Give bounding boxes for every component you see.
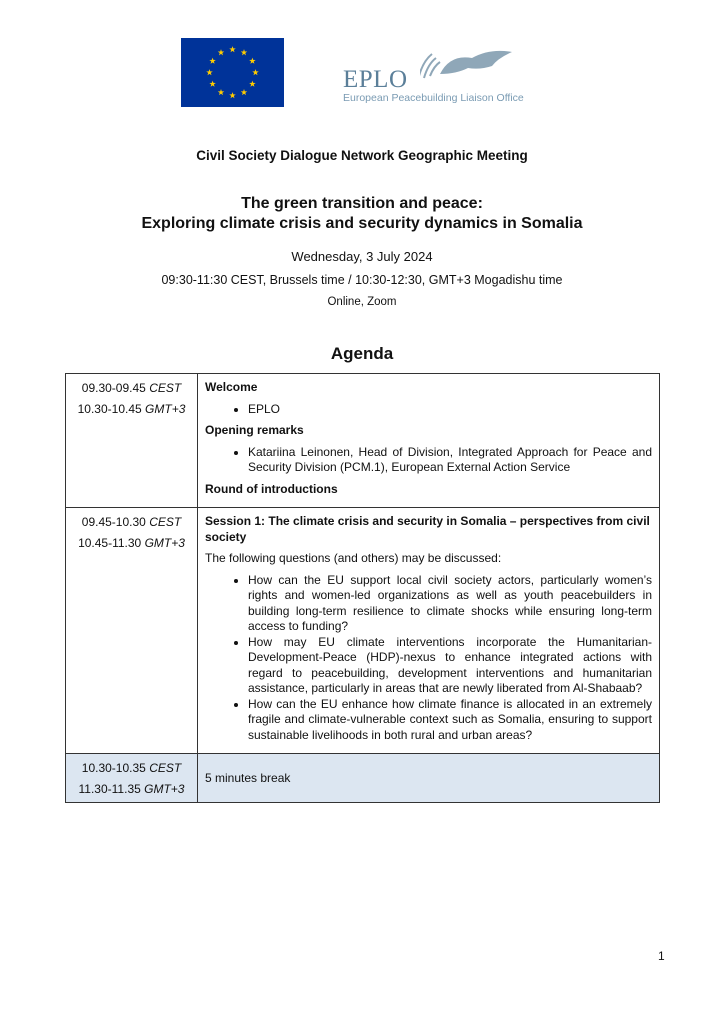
time-cell [66, 374, 198, 508]
list-item: • How can the EU enhance how climate finance is allocated in an extremely fragile and climate-vulnerable context such as Somalia, ensuring to support sustainable livelihoods in both rural and urban areas? [248, 697, 652, 744]
introductions-label: Round of introductions [205, 481, 338, 496]
table-row [66, 508, 660, 754]
eu-star-icon [218, 49, 224, 55]
time-cest: 09.30-09.45 CEST [81, 381, 182, 395]
break-label: 5 minutes break [205, 771, 291, 786]
content-cell [198, 374, 660, 508]
agenda-heading: Agenda [330, 344, 394, 363]
eu-star-icon [249, 58, 255, 64]
session-title: Session 1: The climate crisis and security in Somalia – perspectives from civil society [205, 514, 650, 544]
time-local: 10.30-10.45 GMT+3 [77, 401, 186, 416]
content-cell [198, 508, 660, 754]
list-item: • How may EU climate interventions incorporate the Humanitarian-Development-Peace (HDP)-nexus to enhance integrated actions with regard to peacebuilding, development interventions and humanitarian assistance, particularly in areas that are newly liberated from Al-Shabaab? [248, 635, 652, 697]
list-item: • How can the EU support local civil society actors, particularly women’s rights and women-led organizations as well as youth peacebuilders in building long-term resilience to climate shocks while ensuring long-term access to funding? [248, 573, 652, 635]
eplo-name: EPLO [343, 66, 408, 93]
eu-star-icon [209, 58, 215, 64]
eplo-bird-icon [420, 44, 540, 84]
time-local: 11.30-11.35 GMT+3 [78, 781, 185, 796]
eu-star-icon [249, 81, 255, 87]
title-line-2: Exploring climate crisis and security dynamics in Somalia [141, 215, 583, 232]
table-row [66, 754, 660, 803]
eplo-full-name: European Peacebuilding Liaison Office [343, 92, 524, 104]
time-cest: 10.30-10.35 CEST [81, 761, 182, 775]
time-cell [66, 754, 198, 803]
questions-list [205, 573, 652, 744]
page-title [0, 194, 724, 234]
title-line-1: The green transition and peace: [241, 195, 483, 212]
meeting-venue: Online, Zoom [327, 296, 397, 308]
eu-star-icon [229, 46, 235, 52]
list-item: • Katariina Leinonen, Head of Division, Integrated Approach for Peace and Security Division (PCM.1), European External Action Service [248, 445, 652, 476]
time-cest: 09.45-10.30 CEST [81, 515, 182, 529]
time-local: 10.45-11.30 GMT+3 [78, 535, 185, 550]
agenda-table [65, 373, 660, 803]
eu-star-icon [241, 89, 247, 95]
eu-star-icon [206, 69, 212, 75]
eu-star-icon [218, 89, 224, 95]
eu-star-icon [229, 92, 235, 98]
list-item: • EPLO [248, 402, 652, 418]
table-row [66, 374, 660, 508]
opening-list [205, 445, 652, 476]
time-cell [66, 508, 198, 754]
page-number: 1 [658, 949, 665, 963]
session-lead: The following questions (and others) may be discussed: [205, 551, 502, 565]
welcome-label: Welcome [205, 380, 258, 394]
eu-star-icon [241, 49, 247, 55]
meeting-name: Civil Society Dialogue Network Geographic Meeting [196, 148, 528, 163]
eplo-logo [340, 40, 560, 110]
opening-label: Opening remarks [205, 423, 304, 437]
eu-flag-icon [181, 38, 284, 107]
content-cell [198, 754, 660, 803]
eu-star-icon [209, 81, 215, 87]
meeting-date: Wednesday, 3 July 2024 [291, 249, 433, 264]
meeting-time: 09:30-11:30 CEST, Brussels time / 10:30-12:30, GMT+3 Mogadishu time [161, 273, 563, 287]
welcome-list [205, 402, 652, 418]
eu-star-icon [252, 69, 258, 75]
